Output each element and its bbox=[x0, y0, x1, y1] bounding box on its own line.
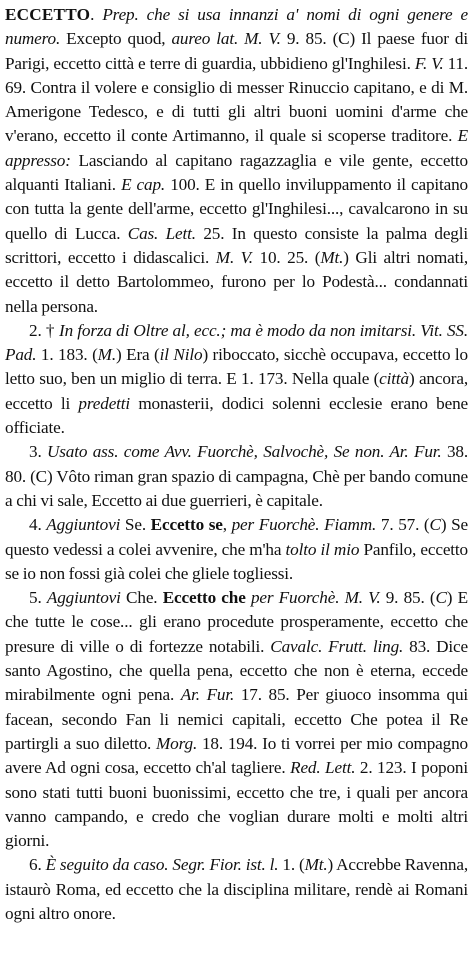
text-run: , bbox=[222, 515, 232, 535]
italic-abbrev: E cap. bbox=[121, 175, 166, 195]
text-run: 6. bbox=[29, 855, 46, 875]
text-run: 9. 85. ( bbox=[380, 588, 436, 608]
italic-abbrev: Aggiuntovi bbox=[46, 588, 121, 608]
text-run: monasterii, dodici solenni ecclesie erano bene officiate. bbox=[5, 393, 468, 438]
italic-abbrev: per Fuorchè. Fiamm. bbox=[231, 515, 377, 535]
sense-4 bbox=[5, 513, 468, 586]
italic-abbrev: aureo lat. M. V. bbox=[171, 29, 281, 49]
text-run: Panfilo, eccetto se io non fossi già colei che gliele togliessi. bbox=[5, 539, 468, 583]
text-run: 25. In questo consiste la palma degli scrittori, eccetto i didascalici. bbox=[5, 223, 468, 267]
text-run: 7. 57. ( bbox=[376, 515, 430, 535]
sense-2 bbox=[5, 319, 468, 440]
italic-abbrev: F. V. bbox=[414, 53, 444, 73]
text-run: Excepto quod, bbox=[60, 29, 172, 49]
text-run: 2. 123. I poponi sono stati tutti buoni buonissimi, eccetto che tre, i quali per ancora vanno campando, e credo che voglian durare molti e molti altri giorni. bbox=[5, 758, 468, 851]
text-run: 11. 69. Contra il volere e consiglio di messer Rinuccio capitano, e di M. Amerigone Tedesco, e di tutti gli altri buoni uomini d'arme che v'erano, eccetto il conte Artimanno, il quale si scoperse traditore. bbox=[5, 53, 468, 146]
text-run: ) Accrebbe Ravenna, istaurò Roma, ed eccetto che la disciplina militare, rendè ai Romani ogni altro onore. bbox=[5, 855, 468, 923]
text-run: 4. bbox=[29, 515, 47, 535]
text-run: 10. 25. ( bbox=[252, 247, 321, 267]
text-run: Lasciando al capitano ragazzaglia e vile gente, eccetto alquanti Italiani. bbox=[5, 150, 468, 195]
italic-abbrev: per Fuorchè. M. V. bbox=[250, 588, 381, 608]
text-run: 83. Dice santo Agostino, che quella pena, eccetto che non è eterna, eccede mirabilmente ogni pena. bbox=[5, 636, 468, 705]
text-run: 100. E in quello inviluppamento il capitano con tutta la gente dell'arme, eccetto gl'Inghilesi..., cavalcarono in su quello di Lucca. bbox=[5, 175, 469, 243]
text-run: 17. 85. Per giuoco insomma qui facean, secondo Fan li nemici capitali, eccetto Che potea il Re partirgli a suo diletto. bbox=[5, 685, 469, 753]
italic-abbrev: tolto il mio bbox=[285, 539, 360, 559]
bold-subentry: Eccetto se bbox=[150, 515, 223, 535]
entry-definition bbox=[5, 3, 468, 319]
italic-abbrev: predetti bbox=[78, 393, 131, 413]
text-run: Se. bbox=[120, 515, 151, 535]
text-run: ) Se questo vedessi a colei avvenire, che m'ha bbox=[5, 515, 469, 559]
text-run: ) Gli altri nomati, eccetto il detto Bartolommeo, furono per lo Podestà... condannati nella persona. bbox=[5, 247, 468, 316]
italic-abbrev: C bbox=[435, 588, 447, 608]
sense-5 bbox=[5, 586, 468, 853]
italic-abbrev: Mt. bbox=[320, 247, 344, 267]
italic-abbrev: Aggiuntovi bbox=[46, 515, 121, 535]
bold-subentry: Eccetto che bbox=[162, 588, 246, 608]
text-run: Che. bbox=[120, 588, 163, 608]
text-run: 18. 194. Io ti vorrei per mio compagno avere Ad ogni cosa, eccetto ch'al tagliere. bbox=[5, 733, 468, 778]
text-run: ) Era ( bbox=[115, 345, 160, 365]
italic-abbrev: In forza di Oltre al, ecc.; ma è modo da non imitarsi. Vit. SS. Pad. bbox=[5, 320, 468, 365]
italic-abbrev: C bbox=[429, 515, 441, 535]
italic-abbrev: città bbox=[379, 369, 409, 389]
text-run: 1. 183. ( bbox=[36, 345, 98, 365]
text-run: 38. 80. (C) Vôto riman gran spazio di campagna, Chè per bando comune a chi vi sale, Eccetto ai due guerrieri, è capitale. bbox=[5, 442, 468, 510]
italic-abbrev: Cas. Lett. bbox=[127, 223, 196, 243]
text-run: 3. bbox=[29, 442, 47, 462]
italic-abbrev: Red. Lett. bbox=[290, 758, 356, 778]
headword: ECCETTO bbox=[5, 5, 91, 24]
italic-abbrev: Mt. bbox=[304, 855, 328, 875]
italic-abbrev: il Nilo bbox=[159, 345, 203, 365]
dictionary-entry bbox=[5, 3, 468, 926]
text-run: 5. bbox=[29, 588, 47, 608]
italic-abbrev: M. V. bbox=[215, 247, 253, 267]
text-run: ) ancora, eccetto li bbox=[5, 369, 468, 413]
italic-abbrev: E appresso: bbox=[5, 126, 468, 170]
text-run: 1. ( bbox=[278, 855, 305, 875]
italic-abbrev: Prep. che si usa innanzi a' nomi di ogni genere e numero. bbox=[5, 5, 468, 49]
italic-abbrev: È seguito da caso. Segr. Fior. ist. l. bbox=[45, 855, 279, 875]
sense-6 bbox=[5, 853, 468, 926]
italic-abbrev: Usato ass. come Avv. Fuorchè, Salvochè, Se non. Ar. Fur. bbox=[46, 442, 442, 462]
italic-abbrev: M. bbox=[97, 345, 116, 365]
sense-3 bbox=[5, 440, 468, 513]
italic-abbrev: Morg. bbox=[156, 733, 198, 753]
text-run: 9. 85. (C) Il paese fuor di Parigi, eccetto città e terre di guardia, ubbidieno gl'Inghilesi. bbox=[5, 29, 468, 73]
text-run: 2. † bbox=[29, 320, 60, 340]
text-run: ) E che tutte le cose... gli erano procedute prosperamente, eccetto che presure di ville o di fortezze notabili. bbox=[5, 588, 468, 656]
text-run: ) riboccato, sicchè occupava, eccetto lo letto suo, ben un miglio di terra. E 1. 173. Nella quale ( bbox=[5, 345, 469, 389]
text-run: . bbox=[90, 5, 103, 24]
italic-abbrev: Cavalc. Frutt. ling. bbox=[270, 636, 404, 656]
italic-abbrev: Ar. Fur. bbox=[180, 685, 235, 705]
